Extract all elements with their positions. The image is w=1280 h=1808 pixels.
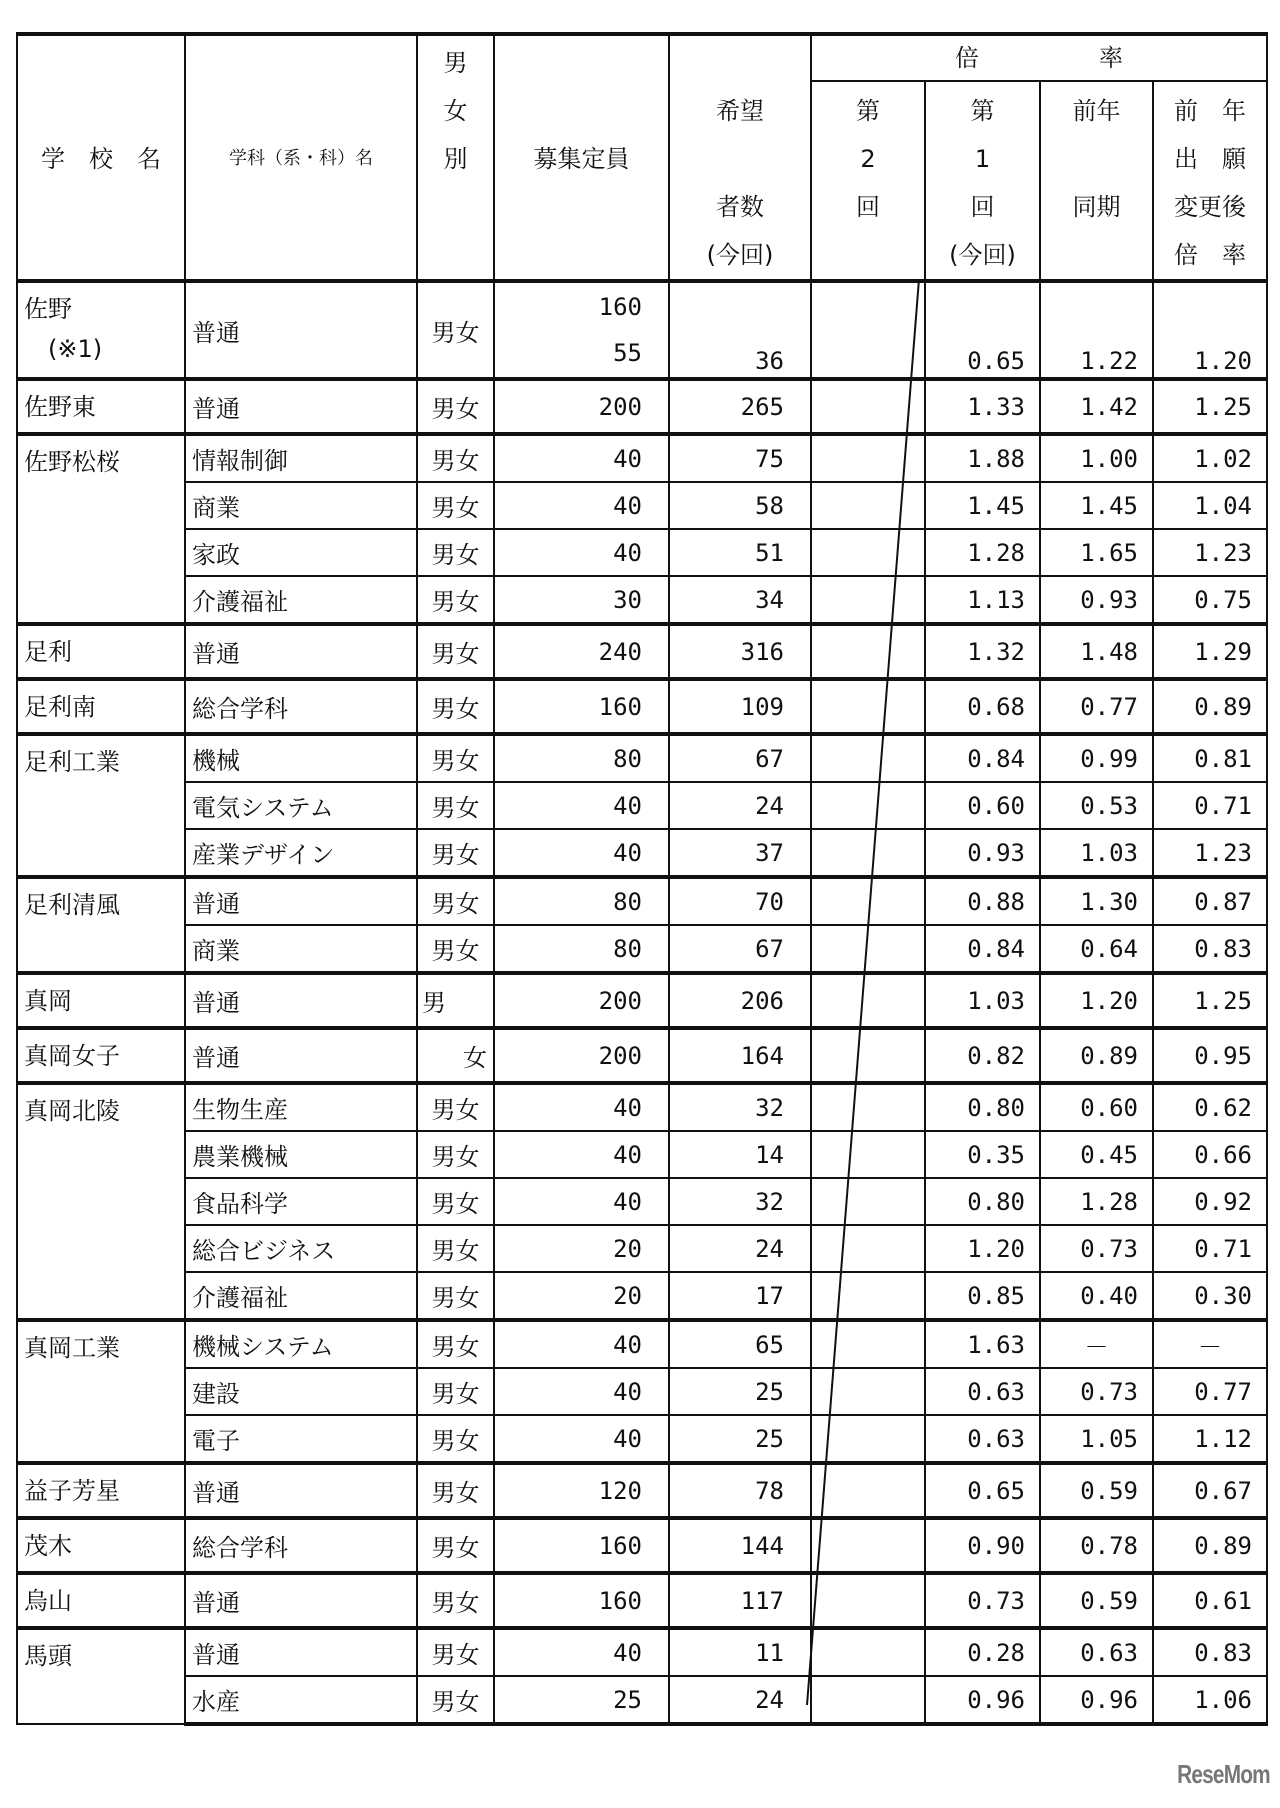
school-name-cell: 茂木: [17, 1518, 185, 1573]
quota-cell: 40: [494, 1415, 669, 1463]
applicants-cell: 67: [669, 925, 811, 973]
quota-cell: 40: [494, 829, 669, 877]
quota-cell: 40: [494, 1320, 669, 1368]
applicants-cell: 37: [669, 829, 811, 877]
quota-cell: 40: [494, 1131, 669, 1178]
quota-cell: 240: [494, 624, 669, 679]
ratio-round1-cell: 1.32: [925, 624, 1040, 679]
school-name-cell: 益子芳星: [17, 1463, 185, 1518]
department-cell: 総合ビジネス: [185, 1225, 417, 1272]
applicants-cell: 144: [669, 1518, 811, 1573]
ratio-prev-changed-cell: 0.75: [1153, 576, 1267, 624]
ratio-round1-cell: 1.45: [925, 482, 1040, 529]
ratio-prev-changed-cell: 0.83: [1153, 1628, 1267, 1676]
ratio-prev-changed-cell: 1.06: [1153, 1676, 1267, 1724]
ratio-prev-changed-cell: 0.67: [1153, 1463, 1267, 1518]
quota-cell: 80: [494, 734, 669, 782]
ratio-prev-same-cell: 1.65: [1040, 529, 1153, 576]
ratio-prev-changed-cell: 0.71: [1153, 782, 1267, 829]
sex-cell: 男女: [417, 1083, 494, 1131]
school-name-cell: 足利: [17, 624, 185, 679]
ratio-round2-cell: [811, 1463, 925, 1518]
ratio-prev-same-cell: 1.28: [1040, 1178, 1153, 1225]
ratio-round1-cell: 0.65: [925, 1463, 1040, 1518]
sex-cell: 女: [417, 1028, 494, 1083]
applicants-cell: 24: [669, 782, 811, 829]
table-row: [17, 281, 1267, 379]
sex-cell: 男女: [417, 1225, 494, 1272]
ratio-round1-cell: 1.28: [925, 529, 1040, 576]
table-row: [17, 829, 1267, 877]
ratio-prev-changed-cell: 1.04: [1153, 482, 1267, 529]
sex-cell: 男女: [417, 1415, 494, 1463]
ratio-round2-cell: [811, 1225, 925, 1272]
applicants-cell: 24: [669, 1676, 811, 1724]
ratio-round2-cell: [811, 1573, 925, 1628]
quota-cell: 20: [494, 1272, 669, 1320]
department-cell: 生物生産: [185, 1083, 417, 1131]
ratio-round1-cell: 0.88: [925, 877, 1040, 925]
department-cell: 介護福祉: [185, 1272, 417, 1320]
ratio-prev-changed-cell: 0.81: [1153, 734, 1267, 782]
ratio-prev-changed-cell: 0.66: [1153, 1131, 1267, 1178]
ratio-prev-same-cell: 1.20: [1040, 973, 1153, 1028]
ratio-prev-same-cell: 0.53: [1040, 782, 1153, 829]
header-quota: 募集定員: [494, 34, 669, 281]
ratio-prev-same-cell: 0.59: [1040, 1463, 1153, 1518]
table-row: [17, 1320, 1267, 1368]
header-prev-changed: 前 年 出 願 変更後 倍 率: [1153, 81, 1267, 281]
applicants-cell: 70: [669, 877, 811, 925]
department-cell: 産業デザイン: [185, 829, 417, 877]
department-cell: 電子: [185, 1415, 417, 1463]
sex-cell: 男: [417, 973, 494, 1028]
sex-cell: 男女: [417, 877, 494, 925]
ratio-round2-cell: [811, 1518, 925, 1573]
ratio-prev-same-cell: 1.30: [1040, 877, 1153, 925]
applicants-cell: 65: [669, 1320, 811, 1368]
ratio-prev-changed-cell: 0.30: [1153, 1272, 1267, 1320]
ratio-round2-cell: [811, 734, 925, 782]
ratio-round1-cell: 0.96: [925, 1676, 1040, 1724]
table-row: [17, 529, 1267, 576]
department-cell: 普通: [185, 1573, 417, 1628]
department-cell: 商業: [185, 925, 417, 973]
applicants-cell: 51: [669, 529, 811, 576]
header-school: 学 校 名: [17, 34, 185, 281]
ratio-round1-cell: 0.82: [925, 1028, 1040, 1083]
table-row: [17, 624, 1267, 679]
table-row: [17, 1518, 1267, 1573]
ratio-round1-cell: 0.63: [925, 1415, 1040, 1463]
applicants-cell: 109: [669, 679, 811, 734]
table-row: [17, 925, 1267, 973]
department-cell: 食品科学: [185, 1178, 417, 1225]
sex-cell: 男女: [417, 1463, 494, 1518]
department-cell: 普通: [185, 973, 417, 1028]
ratio-prev-changed-cell: 0.62: [1153, 1083, 1267, 1131]
table-row: [17, 434, 1267, 482]
table-row: [17, 1131, 1267, 1178]
sex-cell: 男女: [417, 1628, 494, 1676]
ratio-prev-same-cell: 1.42: [1040, 379, 1153, 434]
department-cell: 総合学科: [185, 1518, 417, 1573]
ratio-round1-cell: 0.68: [925, 679, 1040, 734]
department-cell: 農業機械: [185, 1131, 417, 1178]
header-applicants: 希望 者数 (今回): [669, 34, 811, 281]
sex-cell: 男女: [417, 1272, 494, 1320]
quota-cell: 200: [494, 379, 669, 434]
ratio-prev-changed-cell: 0.92: [1153, 1178, 1267, 1225]
ratio-prev-same-cell: 1.05: [1040, 1415, 1153, 1463]
table-row: [17, 1083, 1267, 1131]
ratio-round1-cell: 0.84: [925, 925, 1040, 973]
ratio-prev-same-cell: 1.03: [1040, 829, 1153, 877]
department-cell: 水産: [185, 1676, 417, 1724]
applicants-cell: 265: [669, 379, 811, 434]
school-name-cell: 足利工業: [17, 734, 185, 877]
ratio-round2-cell: [811, 782, 925, 829]
school-name-cell: 真岡: [17, 973, 185, 1028]
department-cell: 商業: [185, 482, 417, 529]
school-name-cell: 足利清風: [17, 877, 185, 973]
quota-cell: 160: [494, 1573, 669, 1628]
ratio-round2-cell: [811, 1272, 925, 1320]
applicants-cell: 78: [669, 1463, 811, 1518]
ratio-round1-cell: 1.20: [925, 1225, 1040, 1272]
school-name-cell: 佐野東: [17, 379, 185, 434]
department-cell: 介護福祉: [185, 576, 417, 624]
applicants-cell: 36: [669, 281, 811, 379]
department-cell: 家政: [185, 529, 417, 576]
ratio-round2-cell: [811, 1083, 925, 1131]
ratio-prev-changed-cell: 1.23: [1153, 529, 1267, 576]
ratio-prev-same-cell: 0.59: [1040, 1573, 1153, 1628]
ratio-round1-cell: 0.63: [925, 1368, 1040, 1415]
ratio-round1-cell: 0.28: [925, 1628, 1040, 1676]
table-row: [17, 1463, 1267, 1518]
ratio-prev-changed-cell: 0.87: [1153, 877, 1267, 925]
applicants-cell: 32: [669, 1178, 811, 1225]
quota-cell: 40: [494, 1628, 669, 1676]
applicants-cell: 25: [669, 1415, 811, 1463]
school-name-cell: 真岡北陵: [17, 1083, 185, 1320]
sex-cell: 男女: [417, 925, 494, 973]
sex-cell: 男女: [417, 281, 494, 379]
quota-cell: 80: [494, 877, 669, 925]
quota-cell: 80: [494, 925, 669, 973]
ratio-round2-cell: [811, 624, 925, 679]
ratio-round1-cell: 1.03: [925, 973, 1040, 1028]
table-row: [17, 973, 1267, 1028]
table-row: [17, 734, 1267, 782]
quota-cell: 160 55: [494, 281, 669, 379]
ratio-round2-cell: [811, 973, 925, 1028]
table-row: [17, 1028, 1267, 1083]
sex-cell: 男女: [417, 1676, 494, 1724]
table-row: [17, 1368, 1267, 1415]
quota-cell: 40: [494, 1368, 669, 1415]
ratio-prev-same-cell: 1.22: [1040, 281, 1153, 379]
sex-cell: 男女: [417, 624, 494, 679]
department-cell: 機械: [185, 734, 417, 782]
ratio-prev-changed-cell: 0.77: [1153, 1368, 1267, 1415]
ratio-prev-changed-cell: 0.71: [1153, 1225, 1267, 1272]
ratio-round2-cell: [811, 1676, 925, 1724]
ratio-round1-cell: 1.33: [925, 379, 1040, 434]
school-name-cell: 真岡工業: [17, 1320, 185, 1463]
ratio-round2-cell: [811, 829, 925, 877]
department-cell: 建設: [185, 1368, 417, 1415]
ratio-prev-changed-cell: 1.29: [1153, 624, 1267, 679]
sex-cell: 男女: [417, 679, 494, 734]
ratio-prev-changed-cell: 0.89: [1153, 679, 1267, 734]
department-cell: 普通: [185, 1463, 417, 1518]
quota-cell: 40: [494, 782, 669, 829]
sex-cell: 男女: [417, 379, 494, 434]
applicants-cell: 316: [669, 624, 811, 679]
ratio-round2-cell: [811, 434, 925, 482]
sex-cell: 男女: [417, 482, 494, 529]
ratio-prev-same-cell: 1.48: [1040, 624, 1153, 679]
quota-cell: 40: [494, 529, 669, 576]
ratio-round1-cell: 0.93: [925, 829, 1040, 877]
ratio-prev-same-cell: 0.93: [1040, 576, 1153, 624]
quota-cell: 40: [494, 1178, 669, 1225]
quota-cell: 40: [494, 434, 669, 482]
school-name-cell: 馬頭: [17, 1628, 185, 1724]
department-cell: 機械システム: [185, 1320, 417, 1368]
header-prev-same: 前年 同期: [1040, 81, 1153, 281]
ratio-prev-changed-cell: －: [1153, 1320, 1267, 1368]
school-name-cell: 佐野松桜: [17, 434, 185, 624]
ratio-round1-cell: 0.84: [925, 734, 1040, 782]
school-name-cell: 足利南: [17, 679, 185, 734]
ratio-prev-same-cell: 0.77: [1040, 679, 1153, 734]
quota-cell: 160: [494, 1518, 669, 1573]
ratio-round2-cell: [811, 1178, 925, 1225]
sex-cell: 男女: [417, 782, 494, 829]
applicants-cell: 58: [669, 482, 811, 529]
department-cell: 情報制御: [185, 434, 417, 482]
ratio-prev-changed-cell: 1.23: [1153, 829, 1267, 877]
ratio-round1-cell: 1.13: [925, 576, 1040, 624]
department-cell: 普通: [185, 1628, 417, 1676]
ratio-round2-cell: [811, 529, 925, 576]
department-cell: 普通: [185, 624, 417, 679]
header-round2: 第 2 回: [811, 81, 925, 281]
ratio-prev-same-cell: －: [1040, 1320, 1153, 1368]
header-sex: 男 女 別: [417, 34, 494, 281]
ratio-prev-changed-cell: 1.02: [1153, 434, 1267, 482]
ratio-round2-cell: [811, 576, 925, 624]
sex-cell: 男女: [417, 734, 494, 782]
table-row: [17, 1676, 1267, 1724]
table-body: [17, 281, 1267, 1724]
applicants-cell: 34: [669, 576, 811, 624]
ratio-round2-cell: [811, 482, 925, 529]
ratio-prev-changed-cell: 1.25: [1153, 973, 1267, 1028]
ratio-round2-cell: [811, 1628, 925, 1676]
table-row: [17, 1272, 1267, 1320]
ratio-round1-cell: 0.65: [925, 281, 1040, 379]
ratio-prev-changed-cell: 0.89: [1153, 1518, 1267, 1573]
sex-cell: 男女: [417, 1573, 494, 1628]
ratio-round2-cell: [811, 679, 925, 734]
table-row: [17, 1225, 1267, 1272]
ratio-round2-cell: [811, 379, 925, 434]
department-cell: 電気システム: [185, 782, 417, 829]
ratio-prev-changed-cell: 1.25: [1153, 379, 1267, 434]
school-name-cell: 烏山: [17, 1573, 185, 1628]
table-row: [17, 1178, 1267, 1225]
ratio-round1-cell: 0.35: [925, 1131, 1040, 1178]
sex-cell: 男女: [417, 1178, 494, 1225]
quota-cell: 40: [494, 1083, 669, 1131]
ratio-prev-changed-cell: 1.20: [1153, 281, 1267, 379]
ratio-round2-cell: [811, 1320, 925, 1368]
applicants-cell: 11: [669, 1628, 811, 1676]
ratio-prev-same-cell: 0.40: [1040, 1272, 1153, 1320]
table-row: [17, 379, 1267, 434]
header-department: 学科（系・科）名: [185, 34, 417, 281]
ratio-round1-cell: 0.80: [925, 1083, 1040, 1131]
sex-cell: 男女: [417, 829, 494, 877]
department-cell: 普通: [185, 281, 417, 379]
department-cell: 総合学科: [185, 679, 417, 734]
quota-cell: 200: [494, 1028, 669, 1083]
sex-cell: 男女: [417, 1518, 494, 1573]
department-cell: 普通: [185, 877, 417, 925]
ratio-prev-same-cell: 0.63: [1040, 1628, 1153, 1676]
sex-cell: 男女: [417, 434, 494, 482]
ratio-prev-same-cell: 0.96: [1040, 1676, 1153, 1724]
quota-cell: 120: [494, 1463, 669, 1518]
ratio-round2-cell: [811, 281, 925, 379]
ratio-prev-same-cell: 0.73: [1040, 1225, 1153, 1272]
ratio-prev-same-cell: 1.00: [1040, 434, 1153, 482]
table-header: [17, 34, 1267, 281]
sex-cell: 男女: [417, 529, 494, 576]
applicants-cell: 67: [669, 734, 811, 782]
table-row: [17, 877, 1267, 925]
ratio-round1-cell: 0.73: [925, 1573, 1040, 1628]
applicants-cell: 75: [669, 434, 811, 482]
ratio-round2-cell: [811, 1415, 925, 1463]
admission-ratio-table: [16, 32, 1268, 1726]
ratio-round1-cell: 0.90: [925, 1518, 1040, 1573]
ratio-round1-cell: 0.80: [925, 1178, 1040, 1225]
school-name-cell: 佐野 (※1): [17, 281, 185, 379]
table-row: [17, 1573, 1267, 1628]
sex-cell: 男女: [417, 1131, 494, 1178]
department-cell: 普通: [185, 1028, 417, 1083]
ratio-prev-same-cell: 0.89: [1040, 1028, 1153, 1083]
school-name-cell: 真岡女子: [17, 1028, 185, 1083]
table-row: [17, 1415, 1267, 1463]
ratio-prev-changed-cell: 1.12: [1153, 1415, 1267, 1463]
applicants-cell: 206: [669, 973, 811, 1028]
ratio-prev-same-cell: 0.73: [1040, 1368, 1153, 1415]
applicants-cell: 24: [669, 1225, 811, 1272]
department-cell: 普通: [185, 379, 417, 434]
quota-cell: 200: [494, 973, 669, 1028]
sex-cell: 男女: [417, 1320, 494, 1368]
header-ratio-group: 倍 率: [811, 34, 1267, 81]
applicants-cell: 25: [669, 1368, 811, 1415]
applicants-cell: 14: [669, 1131, 811, 1178]
ratio-round2-cell: [811, 1028, 925, 1083]
ratio-round2-cell: [811, 1368, 925, 1415]
applicants-cell: 32: [669, 1083, 811, 1131]
ratio-prev-changed-cell: 0.61: [1153, 1573, 1267, 1628]
ratio-round1-cell: 1.88: [925, 434, 1040, 482]
ratio-round2-cell: [811, 877, 925, 925]
quota-cell: 20: [494, 1225, 669, 1272]
applicants-cell: 17: [669, 1272, 811, 1320]
ratio-prev-same-cell: 0.99: [1040, 734, 1153, 782]
resemom-logo: ReseMom: [1177, 1759, 1270, 1789]
header-round1: 第 1 回 (今回): [925, 81, 1040, 281]
quota-cell: 160: [494, 679, 669, 734]
table-row: [17, 679, 1267, 734]
ratio-round2-cell: [811, 1131, 925, 1178]
table-row: [17, 482, 1267, 529]
table-row: [17, 576, 1267, 624]
sex-cell: 男女: [417, 576, 494, 624]
applicants-cell: 117: [669, 1573, 811, 1628]
sex-cell: 男女: [417, 1368, 494, 1415]
quota-cell: 30: [494, 576, 669, 624]
quota-cell: 40: [494, 482, 669, 529]
quota-cell: 25: [494, 1676, 669, 1724]
ratio-prev-changed-cell: 0.83: [1153, 925, 1267, 973]
ratio-prev-same-cell: 0.64: [1040, 925, 1153, 973]
applicants-cell: 164: [669, 1028, 811, 1083]
ratio-round1-cell: 1.63: [925, 1320, 1040, 1368]
table-row: [17, 782, 1267, 829]
ratio-prev-changed-cell: 0.95: [1153, 1028, 1267, 1083]
ratio-round1-cell: 0.60: [925, 782, 1040, 829]
ratio-round1-cell: 0.85: [925, 1272, 1040, 1320]
table-row: [17, 1628, 1267, 1676]
ratio-prev-same-cell: 0.60: [1040, 1083, 1153, 1131]
ratio-prev-same-cell: 0.78: [1040, 1518, 1153, 1573]
ratio-prev-same-cell: 0.45: [1040, 1131, 1153, 1178]
ratio-prev-same-cell: 1.45: [1040, 482, 1153, 529]
ratio-round2-cell: [811, 925, 925, 973]
